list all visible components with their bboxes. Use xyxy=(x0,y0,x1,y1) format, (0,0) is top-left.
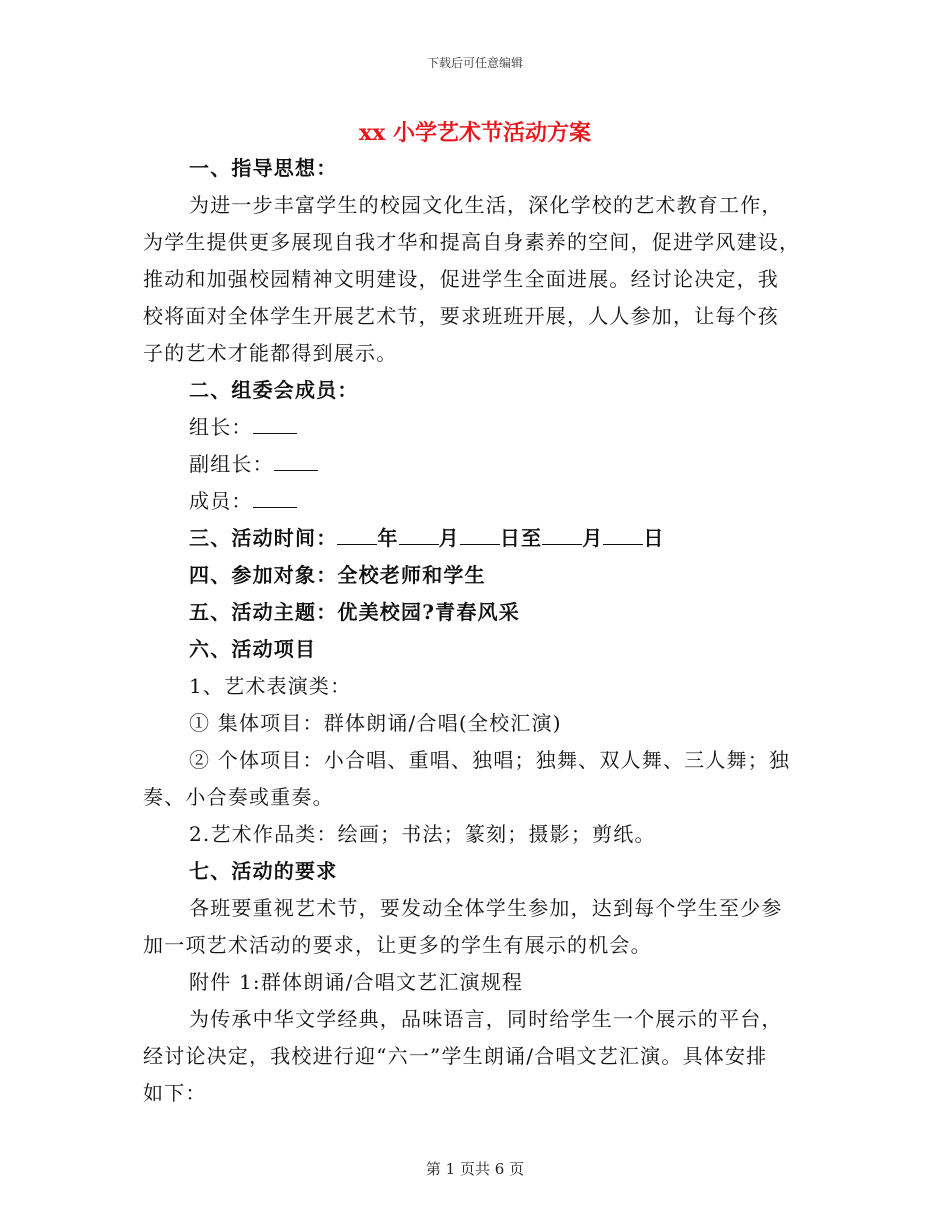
section-3-label: 三、活动时间： xyxy=(189,526,338,550)
item-2-artwork: 2.艺术作品类：绘画；书法；篆刻；摄影；剪纸。 xyxy=(189,822,656,846)
year-blank xyxy=(337,522,377,545)
end-month-label: 月 xyxy=(582,526,604,550)
end-day-blank xyxy=(603,522,643,545)
section-1-paragraph-line: 为进一步丰富学生的校园文化生活，深化学校的艺术教育工作， xyxy=(189,193,783,217)
section-3-time-row xyxy=(143,520,813,557)
day-to-label: 日至 xyxy=(499,526,543,550)
month-label: 月 xyxy=(438,526,460,550)
document-title: xx 小学艺术节活动方案 xyxy=(359,120,591,146)
end-month-blank xyxy=(542,522,582,545)
section-7-paragraph-line: 各班要重视艺术节，要发动全体学生参加，达到每个学生至少参 xyxy=(189,896,783,920)
end-day-label: 日 xyxy=(643,526,665,550)
appendix-title: 附件 1:群体朗诵/合唱文艺汇演规程 xyxy=(189,970,524,994)
section-6-heading: 六、活动项目 xyxy=(189,637,317,661)
appendix-paragraph-line: 经讨论决定，我校进行迎“六一”学生朗诵/合唱文艺汇演。具体安排 xyxy=(143,1044,768,1068)
section-1-paragraph-line: 校将面对全体学生开展艺术节，要求班班开展，人人参加，让每个孩 xyxy=(143,304,779,328)
section-5-theme: 五、活动主题：优美校园?青春风采 xyxy=(189,600,520,624)
leader-row xyxy=(143,409,813,446)
leader-label: 组长： xyxy=(189,415,253,439)
day-blank xyxy=(460,522,500,545)
sub-item-individual: ② 个体项目：小合唱、重唱、独唱；独舞、双人舞、三人舞；独 xyxy=(189,748,791,772)
section-7-paragraph-line: 加一项艺术活动的要求，让更多的学生有展示的机会。 xyxy=(143,933,652,957)
sub-item-group: ① 集体项目：群体朗诵/合唱(全校汇演) xyxy=(189,711,562,735)
section-1-heading: 一、指导思想： xyxy=(189,156,338,180)
section-1-paragraph-line: 为学生提供更多展现自我才华和提高自身素养的空间，促进学风建设， xyxy=(143,230,801,254)
page-header: 下载后可任意编辑 xyxy=(426,56,523,70)
deputy-leader-blank xyxy=(274,448,318,471)
section-7-heading: 七、活动的要求 xyxy=(189,859,338,883)
page-footer: 第 1 页共 6 页 xyxy=(425,1160,525,1178)
document-body xyxy=(143,150,813,1112)
leader-blank xyxy=(253,411,297,434)
item-1-performance: 1、艺术表演类： xyxy=(189,674,352,698)
members-row xyxy=(143,483,813,520)
appendix-paragraph-line: 如下： xyxy=(143,1081,207,1105)
section-2-heading: 二、组委会成员： xyxy=(189,378,359,402)
deputy-leader-row xyxy=(143,446,813,483)
members-blank xyxy=(253,485,297,508)
members-label: 成员： xyxy=(189,489,253,513)
sub-item-individual-cont: 奏、小合奏或重奏。 xyxy=(143,785,334,809)
section-1-paragraph-line: 子的艺术才能都得到展示。 xyxy=(143,341,398,365)
month-blank xyxy=(399,522,439,545)
year-label: 年 xyxy=(377,526,399,550)
deputy-leader-label: 副组长： xyxy=(189,452,274,476)
appendix-paragraph-line: 为传承中华文学经典，品味语言，同时给学生一个展示的平台， xyxy=(189,1007,783,1031)
section-1-paragraph-line: 推动和加强校园精神文明建设，促进学生全面进展。经讨论决定，我 xyxy=(143,267,779,291)
section-4-participants: 四、参加对象：全校老师和学生 xyxy=(189,563,486,587)
